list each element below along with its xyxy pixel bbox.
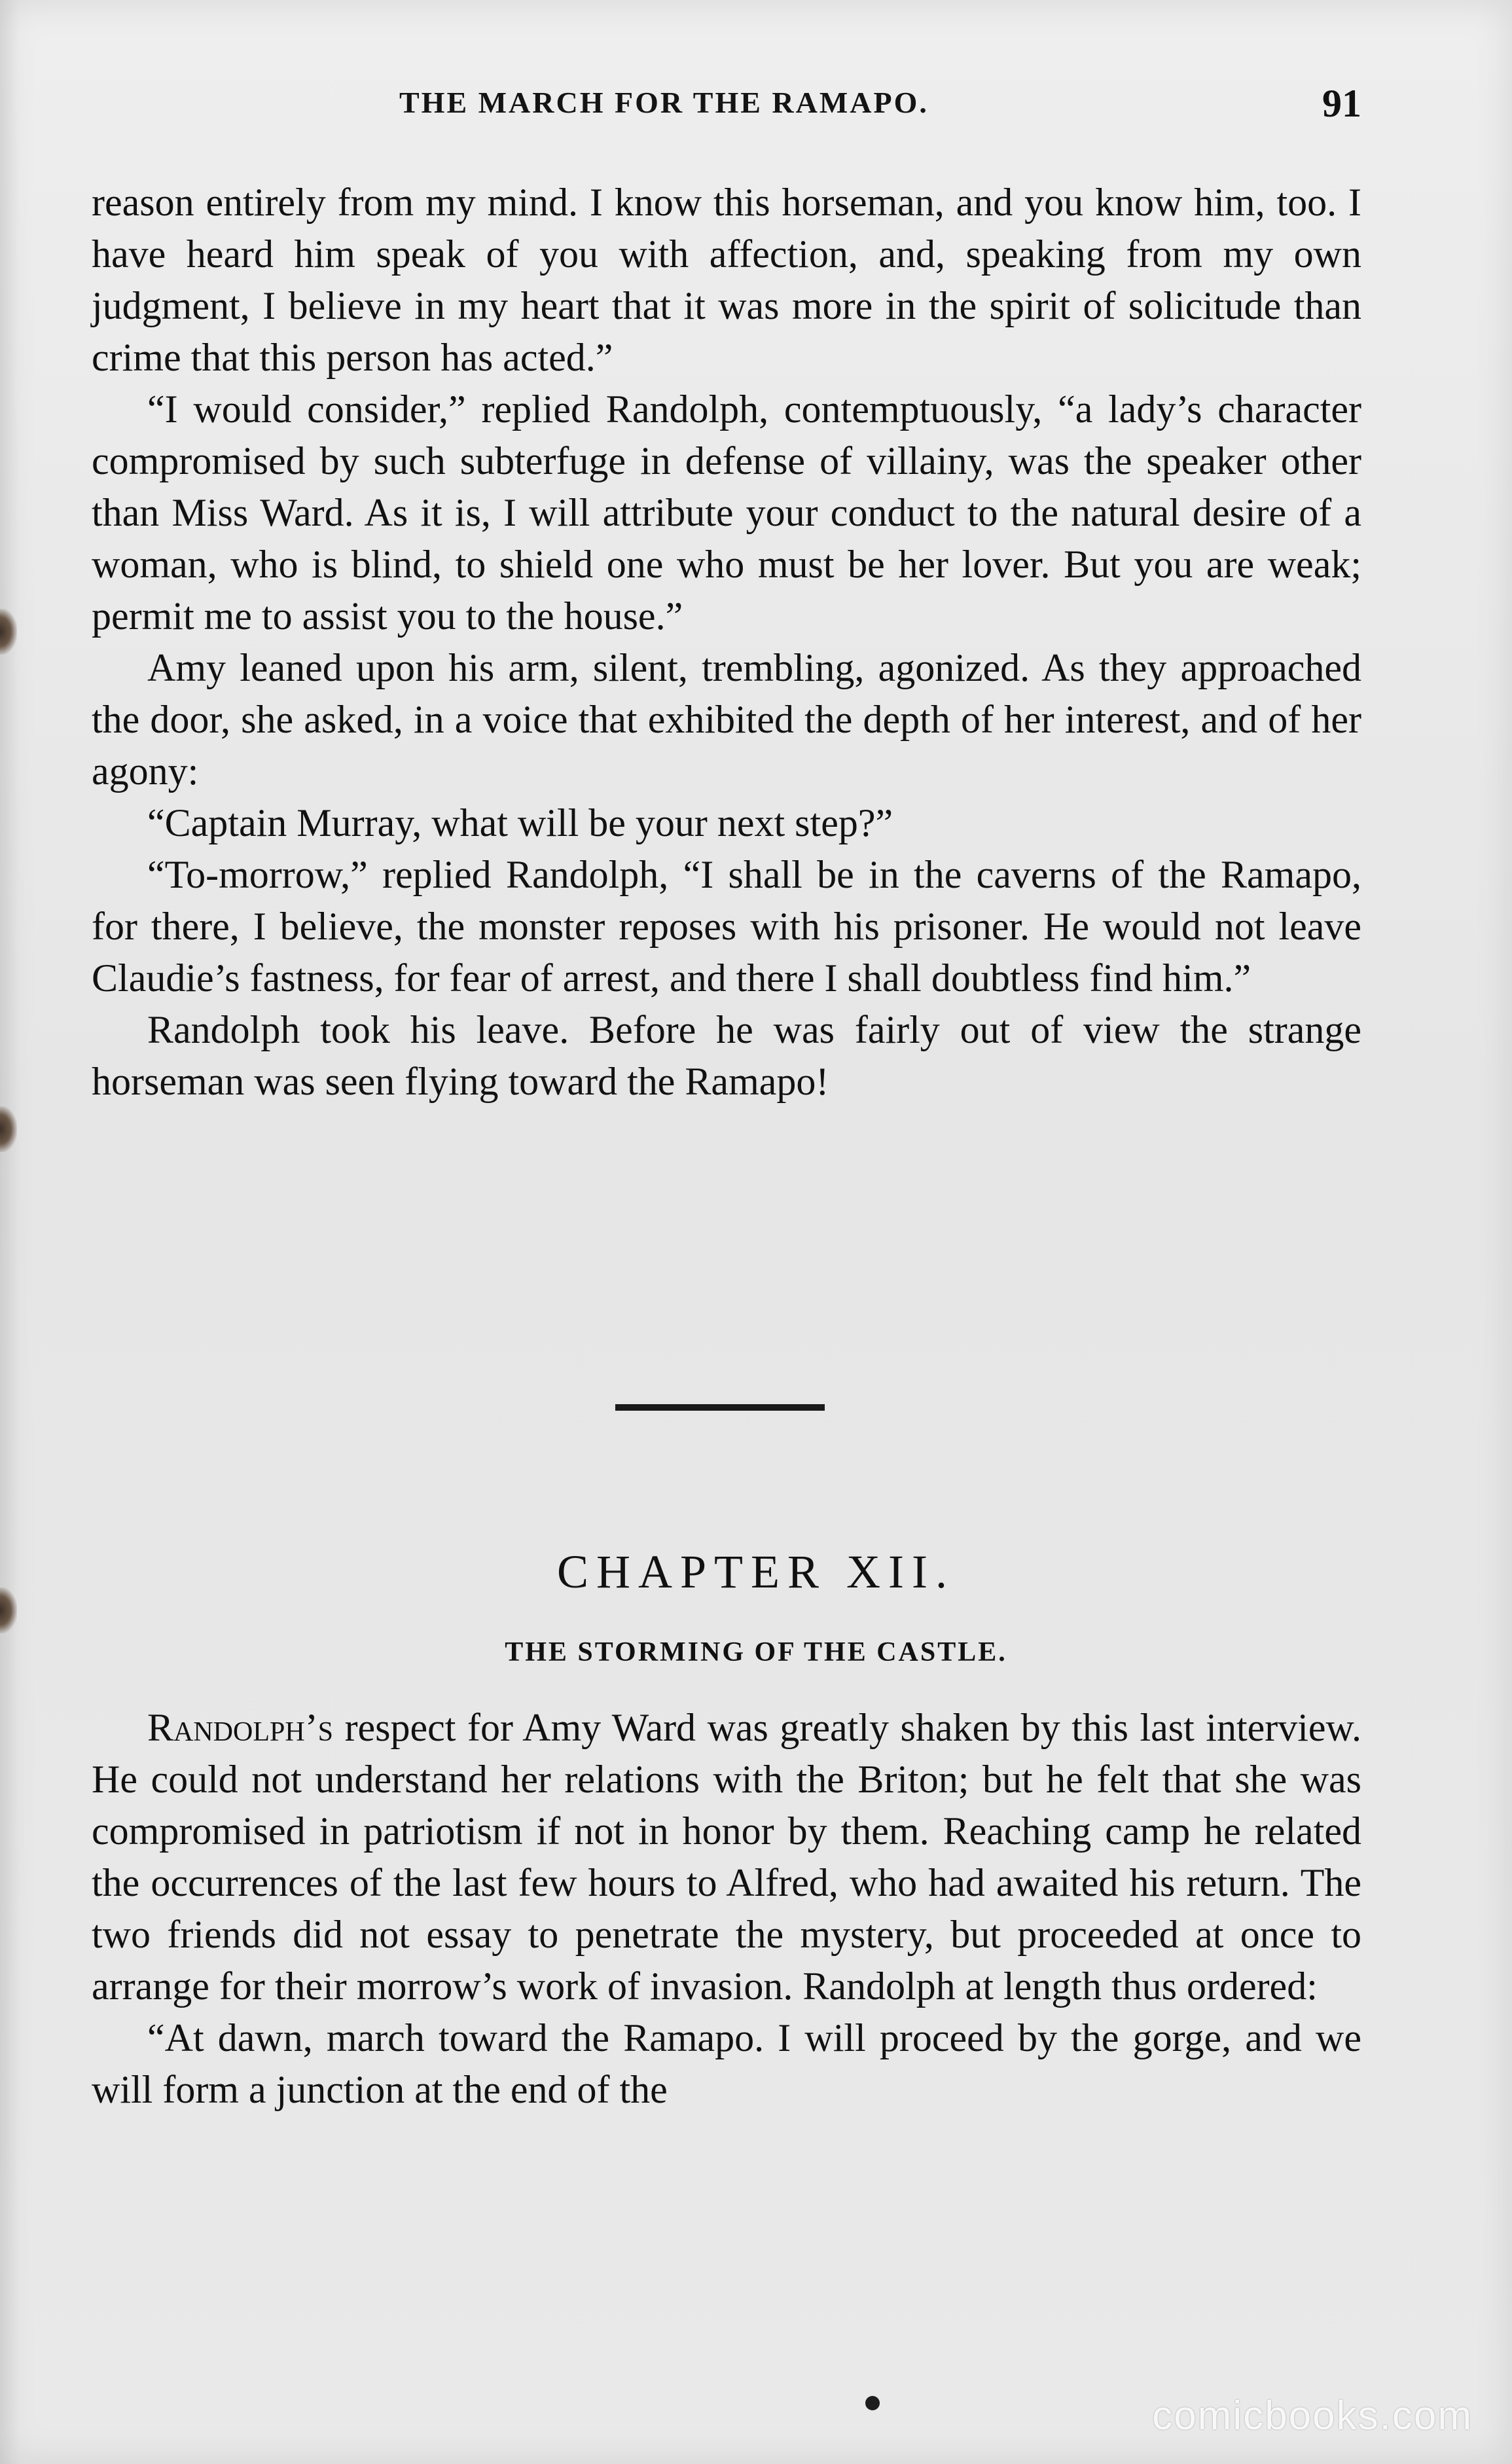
paragraph: “I would consider,” replied Randolph, contemptuously, “a lady’s character compromised by such subterfuge in defense of villainy, was the speaker other than Miss Ward. As it is, I will attribute your conduct to the natural desire of a woman, who is blind, to shield one who must be her lover. But you are weak; permit me to assist you to the house.” — [92, 388, 1361, 638]
paragraph: reason entirely from my mind. I know this horseman, and you know him, too. I have heard him speak of you with affection, and, speaking from my own judgment, I believe in my heart that it was more in the spirit of solicitude than crime that this person has acted.” — [92, 181, 1361, 379]
running-title: THE MARCH FOR THE RAMAPO. — [399, 86, 929, 119]
divider-rule — [615, 1404, 825, 1411]
paragraph — [92, 1702, 1361, 2012]
opening-word: Randolph’s — [147, 1706, 334, 1749]
watermark: comicbooks.com — [1152, 2393, 1473, 2438]
paragraph: Amy leaned upon his arm, silent, trembling, agonized. As they approached the door, she asked, in a voice that exhibited the depth of her interest, and of her agony: — [92, 646, 1361, 793]
chapter-subtitle: THE STORMING OF THE CASTLE. — [505, 1637, 1007, 1667]
paragraph: “Captain Murray, what will be your next step?” — [147, 801, 893, 844]
paragraph: Randolph took his leave. Before he was fairly out of view the strange horseman was seen flying toward the Ramapo! — [92, 1008, 1361, 1103]
chapter-heading: CHAPTER XII. — [557, 1546, 955, 1598]
section-divider — [615, 1404, 825, 1417]
page-gutter-shadow — [0, 0, 20, 2464]
binding-notch — [0, 1106, 17, 1152]
printer-mark — [865, 2396, 880, 2410]
paragraph: “At dawn, march toward the Ramapo. I will proceed by the gorge, and we will form a junction at the end of the — [92, 2016, 1361, 2111]
binding-notch — [0, 609, 17, 655]
chapter-text — [92, 1702, 1361, 2116]
running-header — [92, 79, 1361, 137]
continuing-text — [92, 177, 1361, 1108]
paragraph: “To-morrow,” replied Randolph, “I shall be in the caverns of the Ramapo, for there, I believe, the monster reposes with his prisoner. He would not leave Claudie’s fastness, for fear of arrest, and there I shall doubtless find him.” — [92, 853, 1361, 1000]
paragraph-body: respect for Amy Ward was greatly shaken by this last interview. He could not understand her relations with the Briton; but he felt that she was compromised in patriotism if not in honor by them. Reaching camp he related the occurrences of the last few hours to Alfred, who had awaited his return. The two friends did not essay to penetrate the mystery, but proceeded at once to arrange for their morrow’s work of invasion. Randolph at length thus ordered: — [92, 1706, 1361, 2008]
page-number: 91 — [1322, 82, 1361, 125]
